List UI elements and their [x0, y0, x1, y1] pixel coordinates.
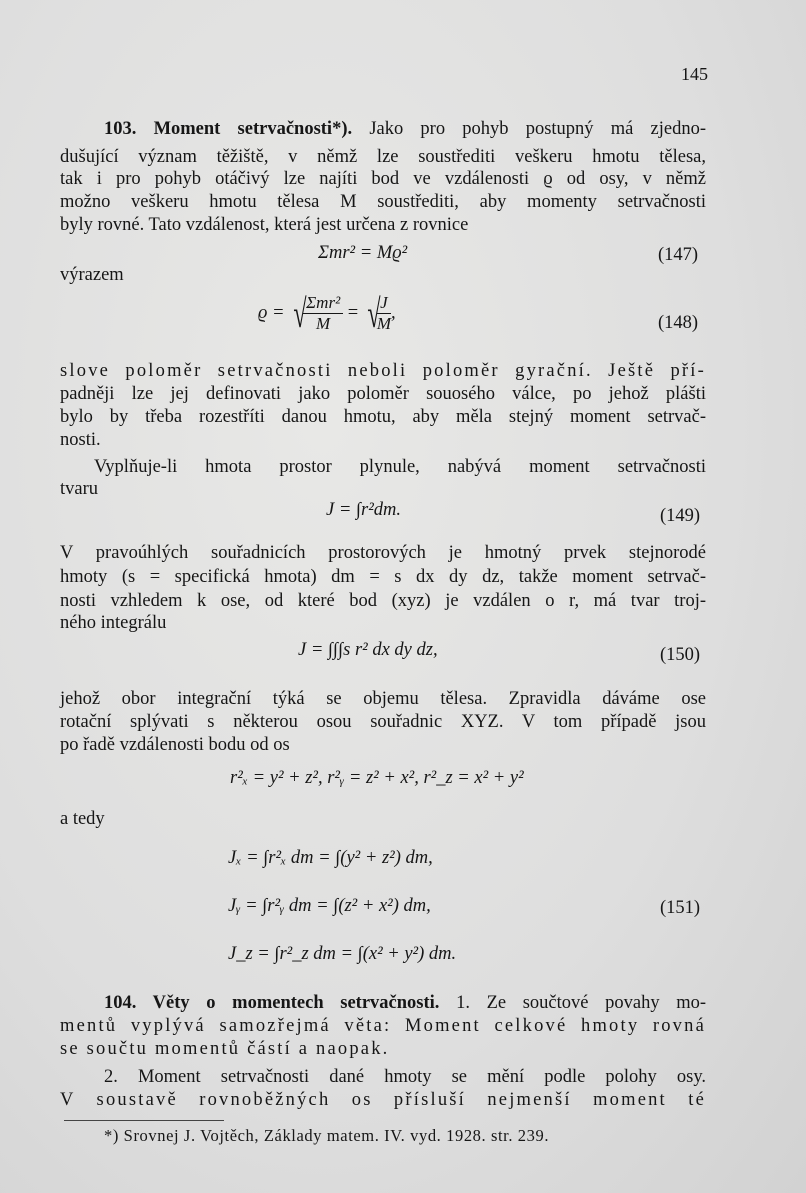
equation-151-x: Jₓ = ∫r²ₓ dm = ∫(y² + z²) dm,: [228, 848, 433, 868]
text-line: ného integrálu: [60, 613, 167, 633]
text-line: padněji lze jej definovati jako poloměr souosého válce, po jehož plášti: [60, 384, 706, 404]
equation-number-151: (151): [660, 898, 701, 918]
section-104-heading: 104. Věty o momentech setrvačnosti.: [104, 993, 440, 1013]
equation-distances: r²ₓ = y² + z², r²ᵧ = z² + x², r²_z = x² + y²: [230, 768, 524, 788]
text-line: hmoty (s = specifická hmota) dm = s dx dy dz, takže moment setrvač-: [60, 567, 706, 587]
footnote: *) Srovnej J. Vojtěch, Základy matem. IV. vyd. 1928. str. 239.: [104, 1126, 550, 1145]
text-line: V pravoúhlých souřadnicích prostorových je hmotný prvek stejnorodé: [60, 543, 706, 563]
text-line: Jako pro pohyb postupný má zjedno-: [369, 119, 706, 139]
text-line: mentů vyplývá samozřejmá věta: Moment celkové hmoty rovná: [60, 1016, 706, 1036]
text-line: tak i pro pohyb otáčivý lze najíti bod ve vzdálenosti ϱ od osy, v němž: [60, 169, 706, 189]
equation-number-149: (149): [660, 506, 701, 526]
section-103-first-line: [104, 118, 706, 140]
text-line: byly rovné. Tato vzdálenost, která jest určena z rovnice: [60, 215, 469, 235]
equation-number-150: (150): [660, 645, 701, 665]
equation-number-147: (147): [658, 245, 699, 265]
text-line: možno veškeru hmotu tělesa M soustřediti, aby momenty setrvačnosti: [60, 192, 706, 212]
equation-147: Σmr² = Mϱ²: [318, 243, 408, 263]
text-line: slove poloměr setrvačnosti neboli poloměr gyrační. Ještě pří-: [60, 361, 706, 381]
text-line: rotační splývati s některou osou souřadnic XYZ. V tom případě jsou: [60, 712, 706, 732]
footnote-rule: [64, 1120, 224, 1121]
text-line: V soustavě rovnoběžných os přísluší nejmenší moment té: [60, 1090, 706, 1110]
text-vyrazem: výrazem: [60, 265, 124, 285]
text-line: jehož obor integrační týká se objemu tělesa. Zpravidla dáváme ose: [60, 689, 706, 709]
section-104-first-line: [104, 992, 706, 1014]
equation-149: J = ∫r²dm.: [326, 500, 401, 520]
text-line: nosti.: [60, 430, 101, 450]
text-line: dušující význam těžiště, v němž lze soustřediti veškeru hmotu tělesa,: [60, 147, 706, 167]
text-line: 1. Ze součtové povahy mo-: [456, 993, 707, 1013]
text-line: se součtu momentů částí a naopak.: [60, 1039, 390, 1059]
text-line: Vyplňuje-li hmota prostor plynule, nabývá moment setrvačnosti: [94, 457, 706, 477]
text-line: 2. Moment setrvačnosti dané hmoty se mění podle polohy osy.: [104, 1067, 706, 1087]
equation-151-z: J_z = ∫r²_z dm = ∫(x² + y²) dm.: [228, 944, 457, 964]
text-line: nosti vzhledem k ose, od které bod (xyz) je vzdálen o r, má tvar troj-: [60, 591, 706, 611]
page-number: 145: [681, 64, 708, 84]
equation-148: ϱ = √ $\frac{\text{Σmr²}}{M}$ = √ $\frac{J}{M}$ ,: [258, 291, 396, 336]
equation-number-148: (148): [658, 313, 699, 333]
text-line: tvaru: [60, 479, 99, 499]
section-103-heading: 103. Moment setrvačnosti*).: [104, 119, 353, 139]
equation-150: J = ∫∫∫s r² dx dy dz,: [298, 640, 438, 660]
text-line: bylo by třeba rozestříti danou hmotu, aby měla stejný moment setrvač-: [60, 407, 706, 427]
text-a-tedy: a tedy: [60, 809, 105, 829]
equation-151-y: Jᵧ = ∫r²ᵧ dm = ∫(z² + x²) dm,: [228, 896, 431, 916]
text-line: po řadě vzdálenosti bodu od os: [60, 735, 290, 755]
